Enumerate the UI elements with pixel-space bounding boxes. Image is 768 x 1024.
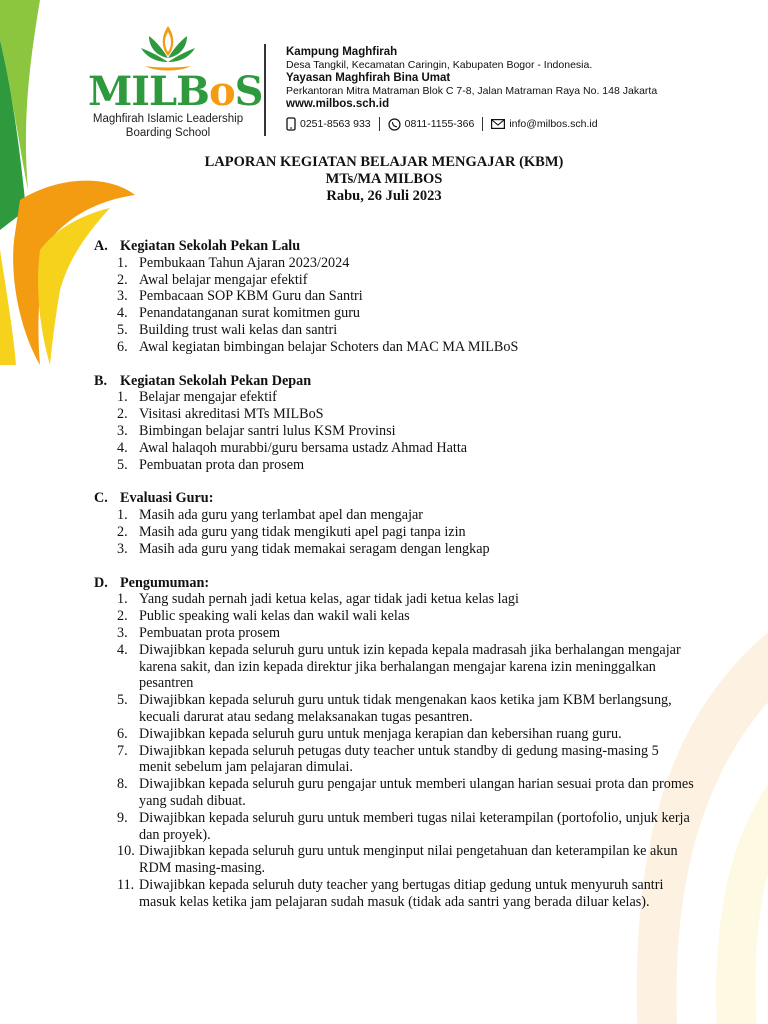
- header-divider: [264, 44, 266, 136]
- list-number: 3.: [117, 422, 128, 439]
- list-item: [94, 608, 694, 625]
- list-number: 6.: [117, 725, 128, 742]
- list-item: [94, 507, 694, 524]
- list-item: [94, 322, 694, 339]
- list-number: 2.: [117, 608, 128, 625]
- list-item: [94, 305, 694, 322]
- list-item-text: Belajar mengajar efektif: [139, 389, 277, 406]
- section-heading: [94, 490, 694, 507]
- section-a: [94, 238, 694, 356]
- list-item: [94, 642, 694, 692]
- report-body: [94, 238, 694, 927]
- list-item: [94, 843, 694, 877]
- list-number: 10.: [117, 843, 135, 860]
- list-item-text: Masih ada guru yang tidak mengikuti apel pagi tanpa izin: [139, 523, 466, 540]
- list-item: [94, 692, 694, 726]
- list-item-text: Masih ada guru yang terlambat apel dan mengajar: [139, 507, 424, 524]
- list-item-text: Diwajibkan kepada seluruh guru untuk tidak mengenakan kaos ketika jam KBM berlangsung, kecuali darurat atau sedang melaksanakan tugas pesantren.: [139, 692, 672, 725]
- list-number: 5.: [117, 692, 128, 709]
- list-item-text: Diwajibkan kepada seluruh petugas duty teacher untuk standby di gedung masing-masing 5 menit sebelum jam pelajaran dimulai.: [139, 742, 659, 776]
- list-item: [94, 776, 694, 810]
- list-item: [94, 877, 694, 911]
- list-number: 3.: [117, 624, 128, 641]
- section-heading: [94, 575, 694, 592]
- list-item-text: Pembuatan prota dan prosem: [139, 456, 305, 473]
- list-number: 1.: [117, 389, 128, 406]
- section-letter: C.: [94, 490, 108, 507]
- list-item-text: Pembukaan Tahun Ajaran 2023/2024: [139, 254, 350, 271]
- section-heading-text: Kegiatan Sekolah Pekan Lalu: [120, 238, 301, 254]
- section-heading: [94, 238, 694, 255]
- list-item-text: Diwajibkan kepada seluruh guru untuk menginput nilai pengetahuan dan keterampilan ke akun RDM masing-masing.: [139, 843, 678, 877]
- title-line-3: Rabu, 26 Juli 2023: [326, 188, 442, 204]
- phone-item[interactable]: 0251-8563 933: [286, 117, 371, 131]
- list-item: [94, 591, 694, 608]
- list-number: 3.: [117, 540, 128, 557]
- list-number: 9.: [117, 809, 128, 826]
- list-item-text: Awal halaqoh murabbi/guru bersama ustadz Ahmad Hatta: [139, 439, 468, 456]
- list-item: [94, 810, 694, 844]
- email-item[interactable]: info@milbos.sch.id: [491, 118, 597, 131]
- list-number: 7.: [117, 742, 128, 759]
- kampung-name: Kampung Maghfirah: [286, 46, 398, 58]
- website-link[interactable]: www.milbos.sch.id: [286, 98, 390, 110]
- section-c: [94, 490, 694, 557]
- section-letter: A.: [94, 238, 108, 254]
- logo-subtitle-2: Boarding School: [125, 127, 211, 139]
- list-number: 3.: [117, 288, 128, 305]
- office-address: Perkantoran Mitra Matraman Blok C 7-8, Jalan Matraman Raya No. 148 Jakarta: [286, 85, 658, 97]
- contact-row: [286, 117, 657, 131]
- school-logo: [88, 22, 263, 140]
- list-item-text: Pembuatan prota prosem: [139, 624, 281, 641]
- list-number: 5.: [117, 321, 128, 338]
- list-item: [94, 440, 694, 457]
- list-item-text: Diwajibkan kepada seluruh guru untuk menjaga kerapian dan kebersihan ruang guru.: [139, 725, 622, 742]
- section-list: [94, 507, 694, 557]
- list-item: [94, 288, 694, 305]
- list-item: [94, 255, 694, 272]
- list-item: [94, 457, 694, 474]
- whatsapp-item[interactable]: 0811-1155-366: [388, 118, 475, 131]
- list-number: 1.: [117, 507, 128, 524]
- section-list: [94, 591, 694, 910]
- list-item-text: Masih ada guru yang tidak memakai seragam dengan lengkap: [139, 540, 490, 557]
- list-item-text: Pembacaan SOP KBM Guru dan Santri: [139, 288, 363, 305]
- list-item: [94, 389, 694, 406]
- list-number: 4.: [117, 641, 128, 658]
- letterhead: [88, 22, 728, 140]
- list-item-text: Diwajibkan kepada seluruh guru pengajar untuk memberi ulangan harian sesuai prota dan promes yang sudah dibuat.: [139, 776, 694, 809]
- list-number: 4.: [117, 305, 128, 322]
- list-item: [94, 406, 694, 423]
- mail-icon: [491, 119, 505, 129]
- report-title: [0, 154, 768, 205]
- logo-wordmark: MILBoS: [88, 68, 263, 115]
- list-item-text: Awal belajar mengajar efektif: [139, 271, 308, 288]
- list-number: 2.: [117, 523, 128, 540]
- list-number: 8.: [117, 776, 128, 793]
- list-number: 1.: [117, 254, 128, 271]
- list-item: [94, 743, 694, 777]
- list-item: [94, 423, 694, 440]
- list-item-text: Building trust wali kelas dan santri: [139, 321, 338, 338]
- section-letter: B.: [94, 372, 108, 389]
- list-item-text: Diwajibkan kepada seluruh guru untuk izin kepada kepala madrasah jika berhalangan mengajar karena sakit, dan izin kepada direktur jika berhalangan mengajar karena izin meninggalkan pesantren: [139, 641, 681, 692]
- title-line-1: LAPORAN KEGIATAN BELAJAR MENGAJAR (KBM): [204, 154, 564, 170]
- section-heading-text: Pengumuman:: [120, 574, 210, 591]
- list-number: 5.: [117, 456, 128, 473]
- section-b: [94, 373, 694, 474]
- list-number: 4.: [117, 439, 128, 456]
- list-number: 6.: [117, 338, 128, 355]
- list-item-text: Penandatanganan surat komitmen guru: [139, 305, 361, 322]
- list-item: [94, 524, 694, 541]
- logo-subtitle-1: Maghfirah Islamic Leadership: [92, 113, 244, 125]
- section-d: [94, 575, 694, 911]
- list-item-text: Bimbingan belajar santri lulus KSM Provinsi: [139, 422, 396, 439]
- phone-icon: [286, 117, 296, 131]
- list-item: [94, 339, 694, 356]
- title-line-2: MTs/MA MILBOS: [325, 171, 443, 187]
- list-item-text: Diwajibkan kepada seluruh guru untuk memberi tugas nilai keterampilan (portofolio, unjuk kerja dan proyek).: [139, 809, 690, 843]
- list-number: 2.: [117, 271, 128, 288]
- list-number: 1.: [117, 591, 128, 608]
- section-heading-text: Evaluasi Guru:: [120, 490, 214, 507]
- whatsapp-icon: [388, 118, 401, 131]
- list-item-text: Public speaking wali kelas dan wakil wali kelas: [139, 608, 410, 625]
- lotus-logo-icon: [133, 22, 203, 74]
- section-letter: D.: [94, 574, 108, 591]
- list-number: 2.: [117, 406, 128, 423]
- list-item-text: Diwajibkan kepada seluruh duty teacher yang bertugas ditiap gedung untuk menyuruh santri masuk kelas ketika jam pelajaran sudah masuk (tidak ada santri yang berada diluar kelas).: [139, 876, 664, 910]
- section-list: [94, 255, 694, 356]
- list-item-text: Visitasi akreditasi MTs MILBoS: [139, 406, 324, 423]
- list-number: 11.: [117, 876, 135, 893]
- list-item: [94, 625, 694, 642]
- yayasan-name: Yayasan Maghfirah Bina Umat: [286, 72, 451, 84]
- separator: [482, 117, 483, 131]
- separator: [379, 117, 380, 131]
- section-heading-text: Kegiatan Sekolah Pekan Depan: [120, 372, 312, 389]
- list-item: [94, 726, 694, 743]
- list-item: [94, 541, 694, 558]
- section-heading: [94, 373, 694, 390]
- list-item: [94, 272, 694, 289]
- section-list: [94, 389, 694, 473]
- list-item-text: Awal kegiatan bimbingan belajar Schoters dan MAC MA MILBoS: [139, 338, 519, 355]
- contact-block: [286, 46, 657, 131]
- list-item-text: Yang sudah pernah jadi ketua kelas, agar tidak jadi ketua kelas lagi: [139, 591, 519, 608]
- desa-address: Desa Tangkil, Kecamatan Caringin, Kabupaten Bogor - Indonesia.: [286, 59, 593, 71]
